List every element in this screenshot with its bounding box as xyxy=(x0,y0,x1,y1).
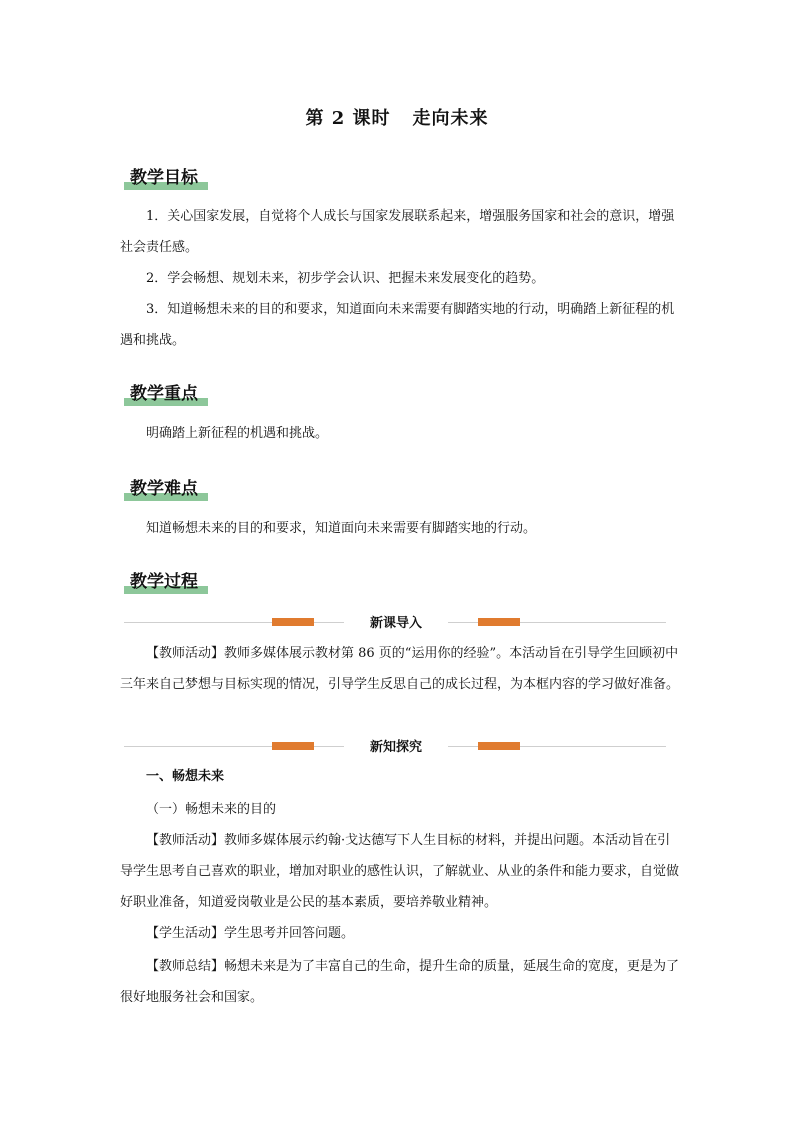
divider-label: 新课导入 xyxy=(344,612,448,631)
goal-item-3: 3．知道畅想未来的目的和要求，知道面向未来需要有脚踏实地的行动，明确踏上新征程的机遇和挑战。 xyxy=(120,302,675,348)
section-heading-difficulty: 教学难点 xyxy=(124,471,208,501)
divider-marker-left xyxy=(272,742,314,750)
page-title xyxy=(0,104,794,130)
goal-item-1: 1．关心国家发展，自觉将个人成长与国家发展联系起来，增强服务国家和社会的意识，增强社会责任感。 xyxy=(120,209,675,255)
section-heading-process: 教学过程 xyxy=(124,564,208,594)
divider-marker-right xyxy=(478,618,520,626)
divider-intro xyxy=(124,614,666,630)
subheading-purpose: （一）畅想未来的目的 xyxy=(146,802,277,817)
student-activity: 【学生活动】学生思考并回答问题。 xyxy=(146,926,355,941)
divider-marker-left xyxy=(272,618,314,626)
key-point-text: 明确踏上新征程的机遇和挑战。 xyxy=(146,426,329,441)
title-lesson: 第 2 课时 xyxy=(305,108,391,129)
section-heading-goals: 教学目标 xyxy=(124,160,208,190)
heading-imagine-future: 一、畅想未来 xyxy=(146,769,225,784)
difficulty-text: 知道畅想未来的目的和要求，知道面向未来需要有脚踏实地的行动。 xyxy=(146,521,537,536)
divider-label: 新知探究 xyxy=(344,736,448,755)
teacher-summary: 【教师总结】畅想未来是为了丰富自己的生命，提升生命的质量，延展生命的宽度，更是为了很好地服务社会和国家。 xyxy=(120,959,680,1005)
divider-marker-right xyxy=(478,742,520,750)
goal-item-2: 2．学会畅想、规划未来，初步学会认识、把握未来发展变化的趋势。 xyxy=(146,271,545,286)
divider-explore xyxy=(124,738,666,754)
title-topic: 走向未来 xyxy=(412,108,489,129)
intro-paragraph: 【教师活动】教师多媒体展示教材第 86 页的“运用你的经验”。本活动旨在引导学生回顾初中三年来自己梦想与目标实现的情况，引导学生反思自己的成长过程，为本框内容的学习做好准备。 xyxy=(120,646,680,692)
teacher-activity: 【教师活动】教师多媒体展示约翰·戈达德写下人生目标的材料，并提出问题。本活动旨在引导学生思考自己喜欢的职业，增加对职业的感性认识，了解就业、从业的条件和能力要求，自觉做好职业准备，知道爱岗敬业是公民的基本素质，要培养敬业精神。 xyxy=(120,833,680,910)
section-heading-key: 教学重点 xyxy=(124,376,208,406)
